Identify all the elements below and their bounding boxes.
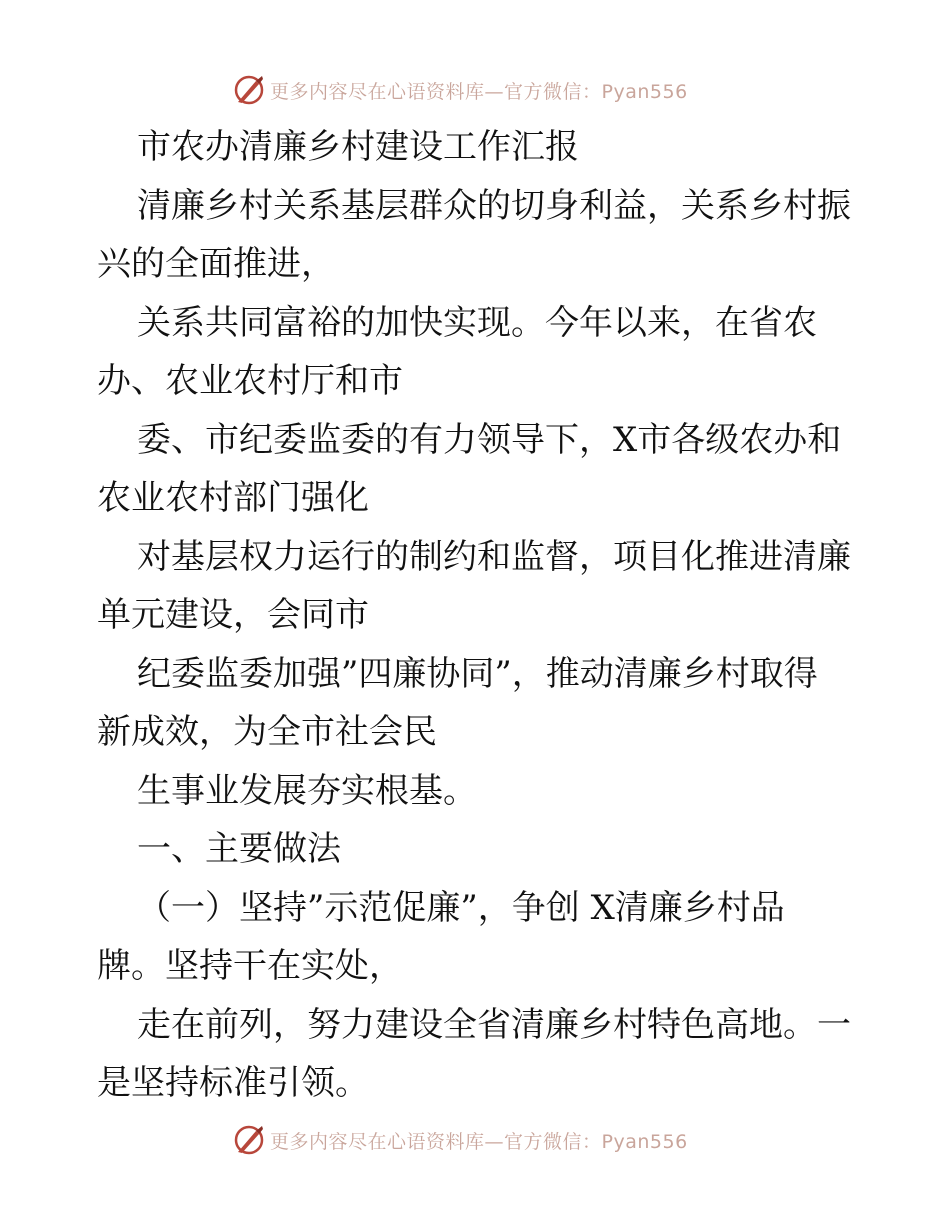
document-body [97,118,857,1113]
document-line: 清廉乡村关系基层群众的切身利益，关系乡村振 [137,185,851,226]
document-line: 走在前列，努力建设全省清廉乡村特色高地。一 [137,1004,851,1045]
watermark-text: 更多内容尽在心语资料库—官方微信：Pyan556 [270,1130,688,1153]
document-line: 兴的全面推进， [97,244,335,284]
document-line: 单元建设，会同市 [97,595,369,635]
document-line: 市农办清廉乡村建设工作汇报 [137,127,579,167]
document-line: 农业农村部门强化 [97,478,369,518]
quill-pen-in-circle-icon [232,73,266,107]
document-line: 牌。坚持干在实处， [97,946,403,986]
document-line: 委、市纪委监委的有力领导下，X市各级农办和 [137,419,842,460]
quill-pen-in-circle-icon [232,1123,266,1157]
document-line: 办、农业农村厅和市 [97,361,403,401]
document-line: 对基层权力运行的制约和监督，项目化推进清廉 [137,536,851,577]
document-line: 生事业发展夯实根基。 [137,770,477,811]
document-line: 关系共同富裕的加快实现。今年以来，在省农 [137,302,817,343]
document-line: 新成效，为全市社会民 [97,712,437,752]
watermark-text: 更多内容尽在心语资料库—官方微信：Pyan556 [270,80,688,103]
header-watermark-banner [232,70,712,110]
document-line: 纪委监委加强”四廉协同”，推动清廉乡村取得 [137,653,818,694]
document-line: 一、主要做法 [137,829,341,869]
footer-watermark-banner [232,1120,712,1160]
document-line: 是坚持标准引领。 [97,1063,369,1103]
document-line: （一）坚持”示范促廉”，争创 X清廉乡村品 [137,887,785,928]
